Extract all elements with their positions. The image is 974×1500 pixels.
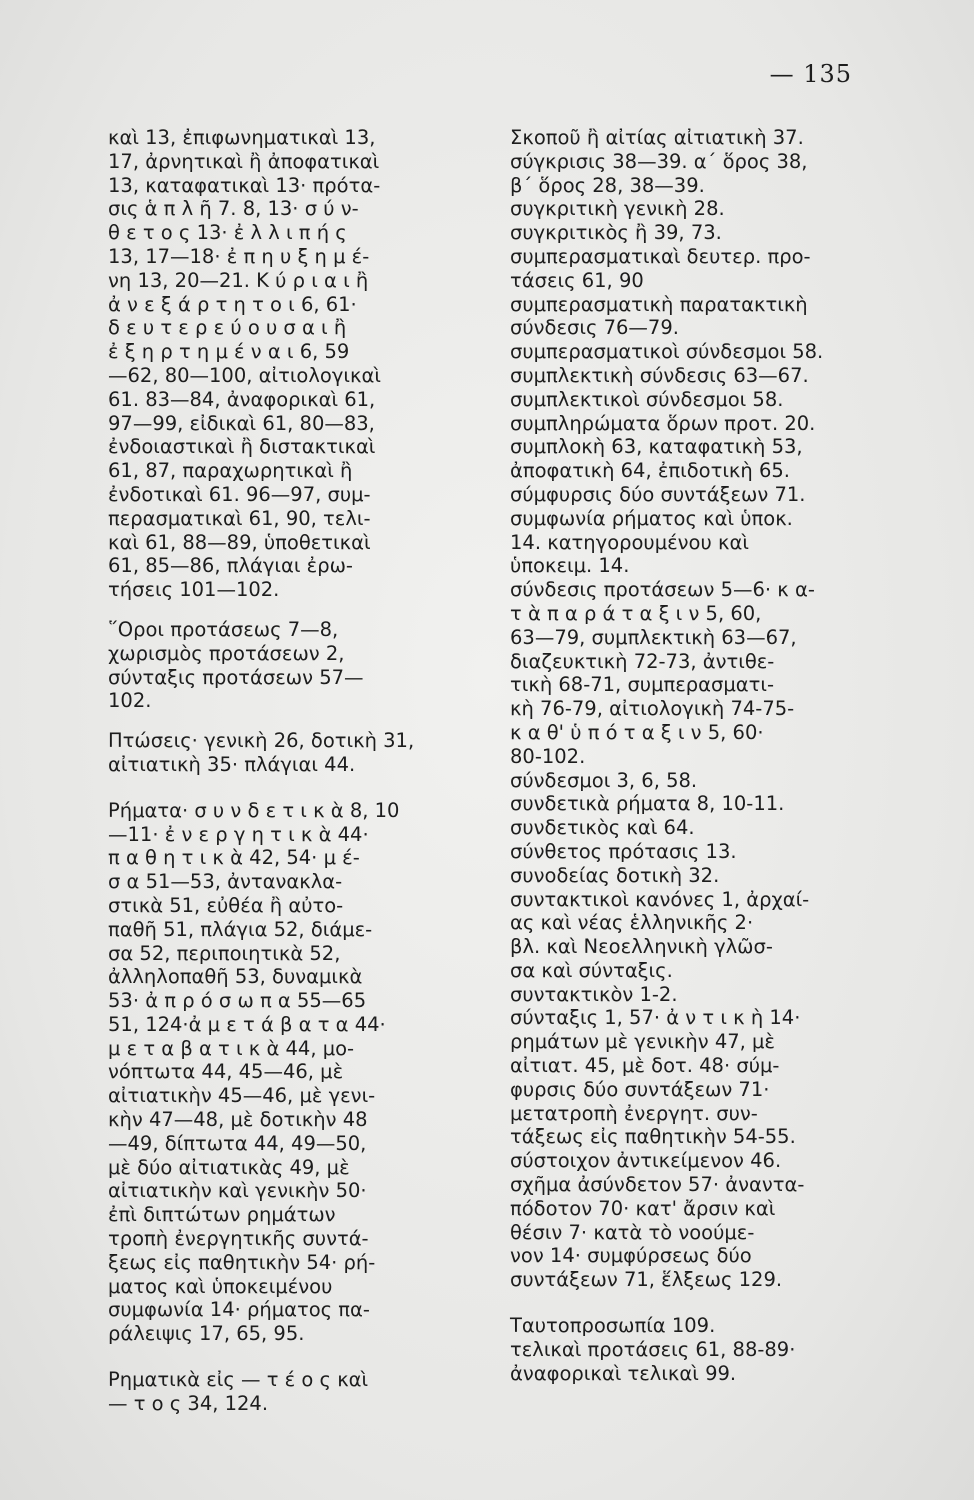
index-line: 61, 85—86, πλάγιαι ἐρω- — [108, 554, 353, 578]
index-entry-rimatika — [108, 1368, 448, 1416]
index-line: περασματικαὶ 61, 90, τελι- — [108, 506, 371, 530]
index-line: συμφωνία 14· ρήματος πα- — [108, 1298, 370, 1322]
index-line: σύνδεσμοι 3, 6, 58. — [510, 768, 698, 792]
index-line: νόπτωτα 44, 45—46, μὲ — [108, 1060, 344, 1084]
index-line: ἀλληλοπαθῆ 53, δυναμικὰ — [108, 965, 363, 989]
index-line: ἐνδοιαστικαὶ ἢ διστακτικαὶ — [108, 435, 376, 459]
index-line: στικὰ 51, εὐθέα ἢ αὐτο- — [108, 893, 344, 917]
index-line: σύνδεσις 76—79. — [510, 316, 679, 340]
index-line: φυρσις δύο συντάξεων 71· — [510, 1077, 770, 1101]
index-line: Ρηματικὰ εἰς — τ έ ο ς καὶ — [108, 1368, 369, 1392]
index-line: 80-102. — [510, 744, 586, 768]
index-line: νη 13, 20—21. Κ ύ ρ ι α ι ἢ — [108, 268, 369, 292]
index-line: συμπερασματικοὶ σύνδεσμοι 58. — [510, 340, 824, 364]
index-line: τήσεις 101—102. — [108, 578, 280, 602]
index-line: ἐνδοτικαὶ 61. 96—97, συμ- — [108, 482, 371, 506]
index-line: ῞Οροι προτάσεως 7—8, — [108, 617, 339, 641]
index-line: Πτώσεις· γενικὴ 26, δοτικὴ 31, — [108, 729, 415, 753]
index-line: ματος καὶ ὑποκειμένου — [108, 1274, 333, 1298]
index-line: σ α 51—53, ἀντανακλα- — [108, 870, 343, 894]
index-line: 102. — [108, 689, 152, 713]
index-line: —62, 80—100, αἰτιολογικαὶ — [108, 363, 381, 387]
index-line: ἐπὶ διπτώτων ρημάτων — [108, 1203, 336, 1227]
index-line: 63—79, συμπλεκτικὴ 63—67, — [510, 625, 797, 649]
index-entry-oroi — [108, 618, 448, 713]
index-line: νον 14· συμφύρσεως δύο — [510, 1244, 752, 1268]
index-line: Σκοποῦ ἢ αἰτίας αἰτιατικὴ 37. — [510, 126, 804, 149]
index-line: συνδετικὸς καὶ 64. — [510, 816, 695, 840]
index-line: αἰτιατικὴν καὶ γενικὴν 50· — [108, 1179, 367, 1203]
index-line: — τ ο ς 34, 124. — [108, 1391, 269, 1415]
index-line: σα καὶ σύνταξις. — [510, 958, 673, 982]
index-line: ἀποφατικὴ 64, ἐπιδοτικὴ 65. — [510, 459, 790, 483]
index-line: τάξεως εἰς παθητικὴν 54-55. — [510, 1125, 796, 1149]
index-line: —11· ἐ ν ε ρ γ η τ ι κ ὰ 44· — [108, 822, 369, 846]
index-line: συντακτικὸν 1-2. — [510, 982, 678, 1006]
index-line: αἰτιατικὴν 45—46, μὲ γενι- — [108, 1084, 376, 1108]
index-line: 51, 124·ἀ μ ε τ ά β α τ α 44· — [108, 1012, 386, 1036]
index-line: συντακτικοὶ κανόνες 1, ἀρχαί- — [510, 887, 810, 911]
index-line: μὲ δύο αἰτιατικὰς 49, μὲ — [108, 1155, 350, 1179]
index-line: θ ε τ ο ς 13· ἐ λ λ ι π ή ς — [108, 221, 347, 245]
index-line: σύστοιχον ἀντικείμενον 46. — [510, 1149, 782, 1173]
index-line: ξεως εἰς παθητικὴν 54· ρή- — [108, 1250, 376, 1274]
index-line: ας καὶ νέας ἑλληνικῆς 2· — [510, 911, 754, 935]
index-line: αἰτιατικὴ 35· πλάγιαι 44. — [108, 752, 356, 776]
index-line: σύνταξις προτάσεων 57— — [108, 665, 364, 689]
index-line: συμπλεκτικοὶ σύνδεσμοι 58. — [510, 387, 784, 411]
index-line: σχῆμα ἀσύνδετον 57· ἀναντα- — [510, 1173, 805, 1197]
index-line: ἀναφορικαὶ τελικαὶ 99. — [510, 1361, 737, 1385]
index-line: μετατροπὴ ἐνεργητ. συν- — [510, 1101, 758, 1125]
index-line: κὴν 47—48, μὲ δοτικὴν 48 — [108, 1108, 368, 1132]
index-line: κὴ 76-79, αἰτιολογικὴ 74-75- — [510, 697, 795, 721]
index-line: π α θ η τ ι κ ὰ 42, 54· μ έ- — [108, 846, 360, 870]
index-line: τάσεις 61, 90 — [510, 268, 644, 292]
page-number: — 135 — [769, 60, 852, 88]
index-line: τικὴ 68-71, συμπερασματι- — [510, 673, 775, 697]
index-line: 97—99, εἰδικαὶ 61, 80—83, — [108, 411, 375, 435]
index-line: 13, καταφατικαὶ 13· πρότα- — [108, 173, 381, 197]
index-line: ὑποκειμ. 14. — [510, 554, 630, 578]
index-line: παθῆ 51, πλάγια 52, διάμε- — [108, 917, 373, 941]
index-line: συμπλεκτικὴ σύνδεσις 63—67. — [510, 363, 809, 387]
index-line: σύνδεσις προτάσεων 5—6· κ α- — [510, 578, 815, 602]
index-entry-rimata — [108, 799, 448, 1346]
index-line: σύνταξις 1, 57· ἀ ν τ ι κ ὴ 14· — [510, 1006, 801, 1030]
index-line: σύμφυρσις δύο συντάξεων 71. — [510, 482, 806, 506]
index-entry-protaseis-cont — [108, 126, 448, 602]
index-line: 61, 87, παραχωρητικαὶ ἢ — [108, 459, 353, 483]
index-line: σύγκρισις 38—39. α΄ ὅρος 38, — [510, 149, 808, 173]
index-line: χωρισμὸς προτάσεων 2, — [108, 641, 345, 665]
index-line: πόδοτον 70· κατ' ἄρσιν καὶ — [510, 1196, 776, 1220]
index-line: 14. κατηγορουμένου καὶ — [510, 530, 749, 554]
index-line: συγκριτικὴ γενικὴ 28. — [510, 197, 725, 221]
index-line: μ ε τ α β α τ ι κ ὰ 44, μο- — [108, 1036, 355, 1060]
index-line: ράλειψις 17, 65, 95. — [108, 1322, 305, 1346]
index-line: σις ἁ π λ ῆ 7. 8, 13· σ ύ ν- — [108, 197, 359, 221]
index-line: συνοδείας δοτικὴ 32. — [510, 863, 720, 887]
index-line: βλ. καὶ Νεοελληνικὴ γλῶσ- — [510, 935, 773, 959]
index-line: 61. 83—84, ἀναφορικαὶ 61, — [108, 387, 376, 411]
index-line: αἰτιατ. 45, μὲ δοτ. 48· σύμ- — [510, 1054, 780, 1078]
index-line: ἐ ξ η ρ τ η μ έ ν α ι 6, 59 — [108, 340, 350, 364]
index-line: συντάξεων 71, ἕλξεως 129. — [510, 1268, 783, 1292]
index-line: συμπληρώματα ὅρων προτ. 20. — [510, 411, 816, 435]
index-line: συμπερασματικαὶ δευτερ. προ- — [510, 244, 811, 268]
index-line: τροπὴ ἐνεργητικῆς συντά- — [108, 1227, 369, 1251]
index-line: συμπερασματικὴ παρατακτικὴ — [510, 292, 808, 316]
index-line: 13, 17—18· ἐ π η υ ξ η μ έ- — [108, 244, 370, 268]
index-line: ρημάτων μὲ γενικὴν 47, μὲ — [510, 1030, 775, 1054]
index-line: β΄ ὅρος 28, 38—39. — [510, 173, 705, 197]
index-line: τ ὰ π α ρ ά τ α ξ ι ν 5, 60, — [510, 601, 762, 625]
index-line: Ταυτοπροσωπία 109. — [510, 1314, 716, 1338]
index-column-left — [108, 126, 448, 1416]
index-column-right — [510, 126, 860, 1385]
index-entry-ptoseis — [108, 729, 448, 777]
index-line: καὶ 61, 88—89, ὑποθετικαὶ — [108, 530, 371, 554]
index-line: —49, δίπτωτα 44, 49—50, — [108, 1131, 367, 1155]
index-line: συγκριτικὸς ἢ 39, 73. — [510, 221, 722, 245]
index-line: συμπλοκὴ 63, καταφατικὴ 53, — [510, 435, 803, 459]
index-line: συμφωνία ρήματος καὶ ὑποκ. — [510, 506, 793, 530]
index-line: ἀ ν ε ξ ά ρ τ η τ ο ι 6, 61· — [108, 292, 357, 316]
index-line: δ ε υ τ ε ρ ε ύ ο υ σ α ι ἢ — [108, 316, 347, 340]
index-line: θέσιν 7· κατὰ τὸ νοούμε- — [510, 1220, 755, 1244]
index-line: τελικαὶ προτάσεις 61, 88-89· — [510, 1337, 796, 1361]
index-line: σύνθετος πρότασις 13. — [510, 839, 737, 863]
index-line: 53· ἀ π ρ ό σ ω π α 55—65 — [108, 989, 367, 1013]
index-line: κ α θ' ὑ π ό τ α ξ ι ν 5, 60· — [510, 720, 764, 744]
index-line: σα 52, περιποιητικὰ 52, — [108, 941, 341, 965]
index-line: καὶ 13, ἐπιφωνηματικαὶ 13, — [108, 126, 376, 149]
index-line: διαζευκτικὴ 72-73, ἀντιθε- — [510, 649, 775, 673]
index-line: συνδετικὰ ρήματα 8, 10-11. — [510, 792, 785, 816]
index-line: Ρήματα· σ υ ν δ ε τ ι κ ὰ 8, 10 — [108, 798, 400, 822]
index-line: 17, ἀρνητικαὶ ἢ ἀποφατικαὶ — [108, 149, 380, 173]
